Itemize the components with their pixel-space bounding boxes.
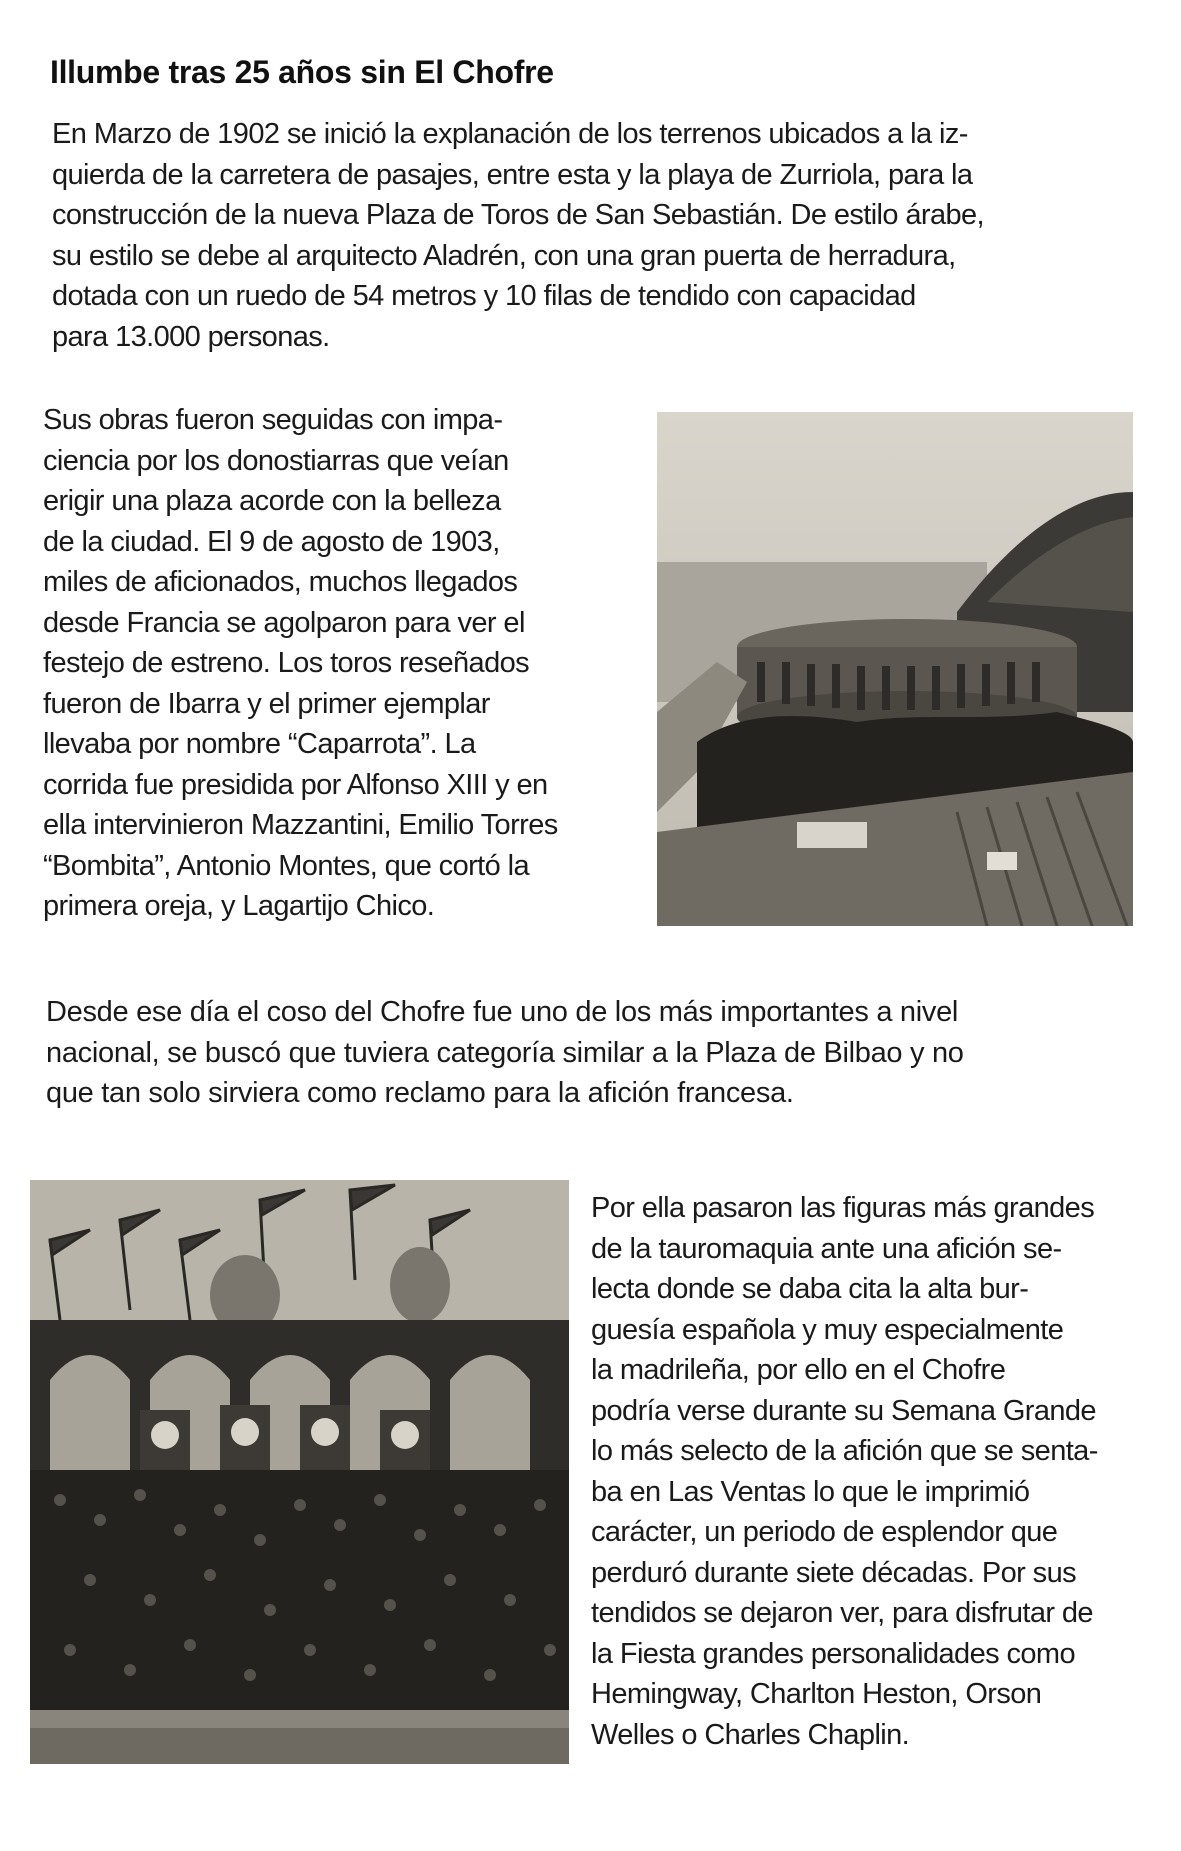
text-line: ella intervinieron Mazzantini, Emilio Torres [43, 809, 558, 841]
text-line: erigir una plaza acorde con la belleza [43, 485, 501, 517]
text-line: ciencia por los donostiarras que veían [43, 444, 509, 477]
text-line: llevaba por nombre “Caparrota”. La [43, 728, 476, 760]
text-line: para 13.000 personas. [52, 320, 330, 353]
text-line: fueron de Ibarra y el primer ejemplar [43, 687, 490, 720]
text-line: guesía española y muy especialmente [591, 1313, 1064, 1346]
text-line: de la tauromaquia ante una afición se- [591, 1232, 1062, 1265]
text-line: perduró durante siete décadas. Por sus [591, 1556, 1077, 1589]
text-line: lecta donde se daba cita la alta bur- [591, 1273, 1029, 1305]
text-line: desde Francia se agolparon para ver el [43, 606, 525, 639]
text-line: la Fiesta grandes personalidades como [591, 1637, 1075, 1670]
paragraph-inauguration [43, 400, 663, 927]
historic-bullring-photo [657, 412, 1133, 926]
text-line: que tan solo sirviera como reclamo para la afición francesa. [46, 1077, 794, 1109]
text-line: nacional, se buscó que tuviera categoría similar a la Plaza de Bilbao y no [46, 1036, 964, 1069]
text-line: festejo de estreno. Los toros reseñados [43, 647, 530, 679]
text-line: ba en Las Ventas lo que le imprimió [591, 1475, 1030, 1508]
text-line: tendidos se dejaron ver, para disfrutar de [591, 1597, 1093, 1629]
text-line: Hemingway, Charlton Heston, Orson [591, 1678, 1042, 1710]
text-line: primera oreja, y Lagartijo Chico. [43, 890, 435, 922]
text-line: Welles o Charles Chaplin. [591, 1718, 910, 1751]
text-line: su estilo se debe al arquitecto Aladrén, con una gran puerta de herradura, [52, 239, 956, 272]
text-line: Por ella pasaron las figuras más grandes [591, 1192, 1095, 1224]
crowd-photo-icon [30, 1180, 569, 1764]
text-line: corrida fue presidida por Alfonso XIII y en [43, 768, 548, 801]
text-line: miles de aficionados, muchos llegados [43, 566, 518, 598]
text-line: dotada con un ruedo de 54 metros y 10 filas de tendido con capacidad [52, 280, 916, 312]
article-title: Illumbe tras 25 años sin El Chofre [50, 54, 554, 90]
text-line: “Bombita”, Antonio Montes, que cortó la [43, 849, 529, 882]
text-line: construcción de la nueva Plaza de Toros de San Sebastián. De estilo árabe, [52, 199, 985, 231]
bullring-crowd-photo [30, 1180, 569, 1764]
text-line: En Marzo de 1902 se inició la explanación de los terrenos ubicados a la iz- [52, 118, 968, 150]
text-line: lo más selecto de la afición que se senta- [591, 1435, 1098, 1467]
text-line: quierda de la carretera de pasajes, entre esta y la playa de Zurriola, para la [52, 158, 973, 191]
paragraph-construction [52, 114, 1132, 357]
text-line: podría verse durante su Semana Grande [591, 1394, 1096, 1427]
bullring-photo-icon [657, 412, 1133, 926]
paragraph-importance [46, 992, 1146, 1114]
text-line: Desde ese día el coso del Chofre fue uno de los más importantes a nivel [46, 996, 959, 1028]
text-line: carácter, un periodo de esplendor que [591, 1516, 1058, 1548]
text-line: la madrileña, por ello en el Chofre [591, 1354, 1006, 1386]
text-line: de la ciudad. El 9 de agosto de 1903, [43, 525, 500, 558]
paragraph-personalities [591, 1188, 1171, 1755]
text-line: Sus obras fueron seguidas con impa- [43, 404, 503, 436]
